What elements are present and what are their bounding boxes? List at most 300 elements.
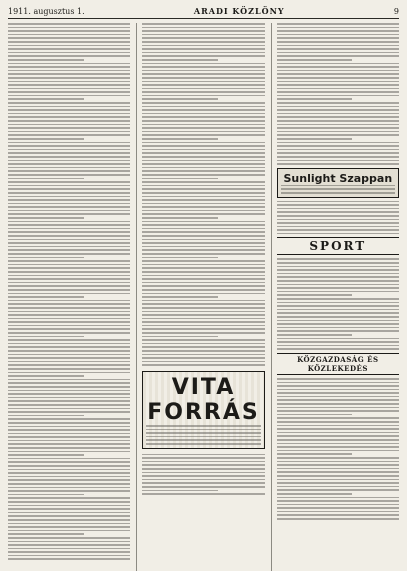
text-line [8, 257, 84, 259]
text-line [142, 113, 264, 115]
text-line [277, 77, 399, 79]
text-line [142, 188, 264, 190]
text-line [277, 457, 399, 459]
text-line [142, 138, 218, 140]
text-line [142, 37, 264, 39]
text-line [142, 328, 264, 330]
text-line [277, 479, 399, 481]
text-line [8, 66, 130, 68]
text-line [277, 428, 399, 430]
text-line [8, 508, 130, 510]
text-line [277, 233, 399, 235]
text-line [8, 476, 130, 478]
text-line [277, 489, 399, 491]
text-line [8, 379, 130, 381]
text-line [142, 361, 264, 363]
text-line [8, 181, 130, 183]
text-line [8, 23, 130, 25]
text-line [8, 408, 130, 410]
text-line [277, 226, 399, 228]
text-line [277, 88, 399, 90]
text-line [8, 63, 130, 65]
text-line [8, 264, 130, 266]
masthead [8, 6, 399, 19]
text-line [142, 461, 264, 463]
text-line [8, 411, 130, 413]
text-line [277, 439, 399, 441]
kozgazdasag-heading: KÖZGAZDASÁG ÉS KÖZLEKEDÉS [277, 353, 399, 375]
text-line [8, 454, 84, 456]
text-line [142, 210, 264, 212]
text-line [8, 400, 130, 402]
text-line [277, 229, 399, 231]
text-line [8, 102, 130, 104]
text-line [142, 109, 264, 111]
text-line [142, 30, 264, 32]
text-line [142, 88, 264, 90]
text-line [8, 206, 130, 208]
text-line [277, 382, 399, 384]
text-line [142, 81, 264, 83]
text-line [277, 201, 399, 203]
text-line [142, 134, 264, 136]
text-line [8, 375, 84, 377]
text-line [277, 208, 399, 210]
text-line [142, 224, 264, 226]
text-line [8, 109, 130, 111]
text-line [142, 267, 264, 269]
text-line [277, 73, 399, 75]
text-line [8, 41, 130, 43]
text-line [8, 497, 130, 499]
text-line [142, 482, 264, 484]
text-line [8, 339, 130, 341]
text-line [8, 98, 84, 100]
text-line [142, 181, 264, 183]
text-line [277, 461, 399, 463]
text-line [8, 163, 130, 165]
text-line [8, 533, 84, 535]
text-line [142, 221, 264, 223]
text-line [142, 120, 264, 122]
text-line [142, 364, 264, 366]
text-line [8, 505, 130, 507]
article-body [142, 454, 264, 495]
text-line [277, 432, 399, 434]
text-line [277, 450, 399, 452]
text-line [277, 262, 399, 264]
text-line [8, 275, 130, 277]
text-line [8, 167, 130, 169]
text-line [8, 433, 130, 435]
text-line [142, 242, 264, 244]
text-line [142, 318, 264, 320]
text-line [142, 59, 218, 61]
text-line [277, 327, 399, 329]
text-line [142, 152, 264, 154]
text-line [277, 34, 399, 36]
text-line [277, 37, 399, 39]
text-line [142, 468, 264, 470]
text-line [146, 436, 260, 438]
text-line [142, 300, 264, 302]
text-line [277, 338, 399, 340]
text-line [142, 70, 264, 72]
issue-date: 1911. augusztus 1. [8, 7, 85, 16]
text-line [277, 127, 399, 129]
text-line [8, 45, 130, 47]
text-line [142, 102, 264, 104]
text-line [8, 170, 130, 172]
text-line [8, 113, 130, 115]
text-line [277, 287, 399, 289]
text-line [8, 116, 130, 118]
text-line [277, 138, 353, 140]
text-line [277, 52, 399, 54]
text-line [277, 106, 399, 108]
text-line [8, 152, 130, 154]
text-line [142, 131, 264, 133]
text-line [142, 160, 264, 162]
text-line [277, 48, 399, 50]
text-line [142, 293, 264, 295]
text-line [8, 296, 84, 298]
text-line [8, 415, 84, 417]
text-line [8, 530, 130, 532]
text-line [142, 163, 264, 165]
text-line [277, 414, 353, 416]
text-line [142, 217, 218, 219]
text-line [8, 332, 130, 334]
text-line [8, 346, 130, 348]
text-line [277, 219, 399, 221]
text-line [8, 91, 130, 93]
text-line [277, 266, 399, 268]
text-line [142, 296, 218, 298]
text-line [8, 239, 130, 241]
text-line [142, 41, 264, 43]
text-line [8, 142, 130, 144]
text-line [142, 116, 264, 118]
text-line [8, 188, 130, 190]
sunlight-ad [277, 168, 399, 198]
text-line [277, 514, 399, 516]
text-line [8, 526, 130, 528]
text-line [277, 345, 399, 347]
text-line [277, 258, 399, 260]
text-line [277, 320, 399, 322]
text-line [142, 170, 264, 172]
text-line [8, 235, 130, 237]
text-line [277, 482, 399, 484]
text-line [142, 257, 218, 259]
text-line [8, 120, 130, 122]
text-line [142, 332, 264, 334]
text-line [142, 66, 264, 68]
text-line [277, 443, 399, 445]
text-line [8, 52, 130, 54]
text-line [281, 185, 395, 187]
text-line [277, 98, 353, 100]
text-line [8, 361, 130, 363]
text-line [8, 404, 130, 406]
text-line [142, 124, 264, 126]
text-line [8, 34, 130, 36]
text-line [8, 228, 130, 230]
text-line [8, 192, 130, 194]
text-line [142, 27, 264, 29]
text-line [142, 235, 264, 237]
text-line [8, 73, 130, 75]
text-line [8, 285, 130, 287]
text-line [8, 512, 130, 514]
column-3 [271, 23, 399, 571]
text-line [277, 204, 399, 206]
text-line [277, 504, 399, 506]
text-line [142, 142, 264, 144]
text-line [277, 134, 399, 136]
text-line [142, 321, 264, 323]
text-line [8, 30, 130, 32]
sunlight-brand: Sunlight Szappan [283, 171, 393, 185]
text-line [8, 106, 130, 108]
text-line [8, 293, 130, 295]
text-line [142, 185, 264, 187]
text-line [277, 131, 399, 133]
text-line [277, 284, 399, 286]
sport-heading: SPORT [277, 237, 399, 255]
text-line [277, 316, 399, 318]
text-line [142, 278, 264, 280]
text-line [277, 59, 353, 61]
text-line [8, 59, 84, 61]
text-line [8, 479, 130, 481]
text-line [277, 294, 353, 296]
text-line [8, 447, 130, 449]
text-line [277, 396, 399, 398]
text-line [8, 490, 130, 492]
text-line [142, 354, 264, 356]
text-line [142, 203, 264, 205]
text-line [8, 196, 130, 198]
text-line [142, 454, 264, 456]
text-line [277, 392, 399, 394]
text-line [277, 389, 399, 391]
text-line [142, 196, 264, 198]
text-line [142, 239, 264, 241]
text-line [277, 378, 399, 380]
text-line [8, 397, 130, 399]
text-line [142, 48, 264, 50]
text-line [277, 302, 399, 304]
text-line [277, 417, 399, 419]
text-line [277, 211, 399, 213]
text-line [8, 81, 130, 83]
text-line [142, 464, 264, 466]
text-line [8, 253, 130, 255]
text-line [8, 494, 84, 496]
text-line [8, 124, 130, 126]
text-line [142, 127, 264, 129]
text-line [8, 440, 130, 442]
text-line [8, 519, 130, 521]
text-line [277, 425, 399, 427]
text-line [142, 174, 264, 176]
text-line [142, 350, 264, 352]
text-line [8, 160, 130, 162]
text-line [277, 102, 399, 104]
text-line [142, 343, 264, 345]
text-line [277, 385, 399, 387]
text-line [277, 493, 353, 495]
text-line [8, 27, 130, 29]
text-line [8, 372, 130, 374]
text-line [8, 88, 130, 90]
text-line [142, 493, 264, 495]
text-line [142, 472, 264, 474]
text-line [142, 260, 264, 262]
text-line [8, 418, 130, 420]
text-line [142, 490, 218, 492]
text-line [142, 479, 264, 481]
text-line [277, 471, 399, 473]
text-line [8, 246, 130, 248]
text-line [277, 511, 399, 513]
text-line [146, 425, 260, 427]
text-line [142, 339, 264, 341]
text-line [277, 95, 399, 97]
text-line [142, 98, 218, 100]
text-line [277, 341, 399, 343]
text-line [8, 260, 130, 262]
text-line [8, 231, 130, 233]
text-line [142, 325, 264, 327]
text-line [142, 285, 264, 287]
text-line [8, 210, 130, 212]
text-line [142, 457, 264, 459]
text-line [8, 131, 130, 133]
text-line [142, 149, 264, 151]
text-line [277, 113, 399, 115]
text-line [277, 30, 399, 32]
text-line [8, 336, 84, 338]
text-line [142, 106, 264, 108]
text-line [277, 84, 399, 86]
text-line [142, 246, 264, 248]
text-line [277, 348, 399, 350]
article-body [277, 201, 399, 235]
text-line [277, 399, 399, 401]
text-line [277, 120, 399, 122]
text-line [142, 346, 264, 348]
text-line [277, 116, 399, 118]
text-line [8, 134, 130, 136]
text-line [8, 364, 130, 366]
article-body [142, 23, 264, 366]
text-line [8, 203, 130, 205]
text-line [8, 555, 130, 557]
columns [8, 23, 399, 571]
text-line [277, 109, 399, 111]
text-line [8, 515, 130, 517]
text-line [8, 469, 130, 471]
text-line [8, 343, 130, 345]
text-line [8, 393, 130, 395]
text-line [142, 213, 264, 215]
text-line [8, 282, 130, 284]
text-line [8, 307, 130, 309]
text-line [277, 312, 399, 314]
text-line [146, 439, 260, 441]
text-line [142, 336, 218, 338]
text-line [8, 174, 130, 176]
text-line [142, 282, 264, 284]
ad-text [146, 425, 260, 445]
text-line [8, 551, 130, 553]
text-line [8, 537, 130, 539]
text-line [142, 228, 264, 230]
text-line [277, 55, 399, 57]
text-line [142, 77, 264, 79]
text-line [8, 224, 130, 226]
text-line [8, 138, 84, 140]
text-line [146, 432, 260, 434]
text-line [277, 63, 399, 65]
text-line [8, 95, 130, 97]
text-line [8, 70, 130, 72]
text-line [277, 464, 399, 466]
text-line [8, 523, 130, 525]
text-line [277, 149, 399, 151]
text-line [8, 483, 130, 485]
text-line [277, 298, 399, 300]
text-line [8, 458, 130, 460]
article-body [277, 23, 399, 165]
text-line [8, 461, 130, 463]
column-1 [8, 23, 130, 571]
ad-text [281, 185, 395, 194]
text-line [142, 55, 264, 57]
text-line [8, 84, 130, 86]
text-line [8, 426, 130, 428]
text-line [277, 66, 399, 68]
vita-forras-title: VITA FORRÁS [147, 375, 260, 425]
text-line [277, 291, 399, 293]
text-line [277, 507, 399, 509]
text-line [8, 242, 130, 244]
text-line [281, 188, 395, 190]
text-line [277, 273, 399, 275]
text-line [8, 357, 130, 359]
text-line [8, 178, 84, 180]
text-line [277, 305, 399, 307]
text-line [277, 486, 399, 488]
text-line [277, 453, 353, 455]
text-line [277, 403, 399, 405]
text-line [8, 390, 130, 392]
text-line [8, 541, 130, 543]
text-line [142, 307, 264, 309]
text-line [8, 558, 130, 560]
text-line [8, 350, 130, 352]
text-line [277, 497, 399, 499]
text-line [8, 199, 130, 201]
text-line [277, 468, 399, 470]
text-line [8, 501, 130, 503]
text-line [277, 323, 399, 325]
text-line [277, 269, 399, 271]
text-line [8, 422, 130, 424]
